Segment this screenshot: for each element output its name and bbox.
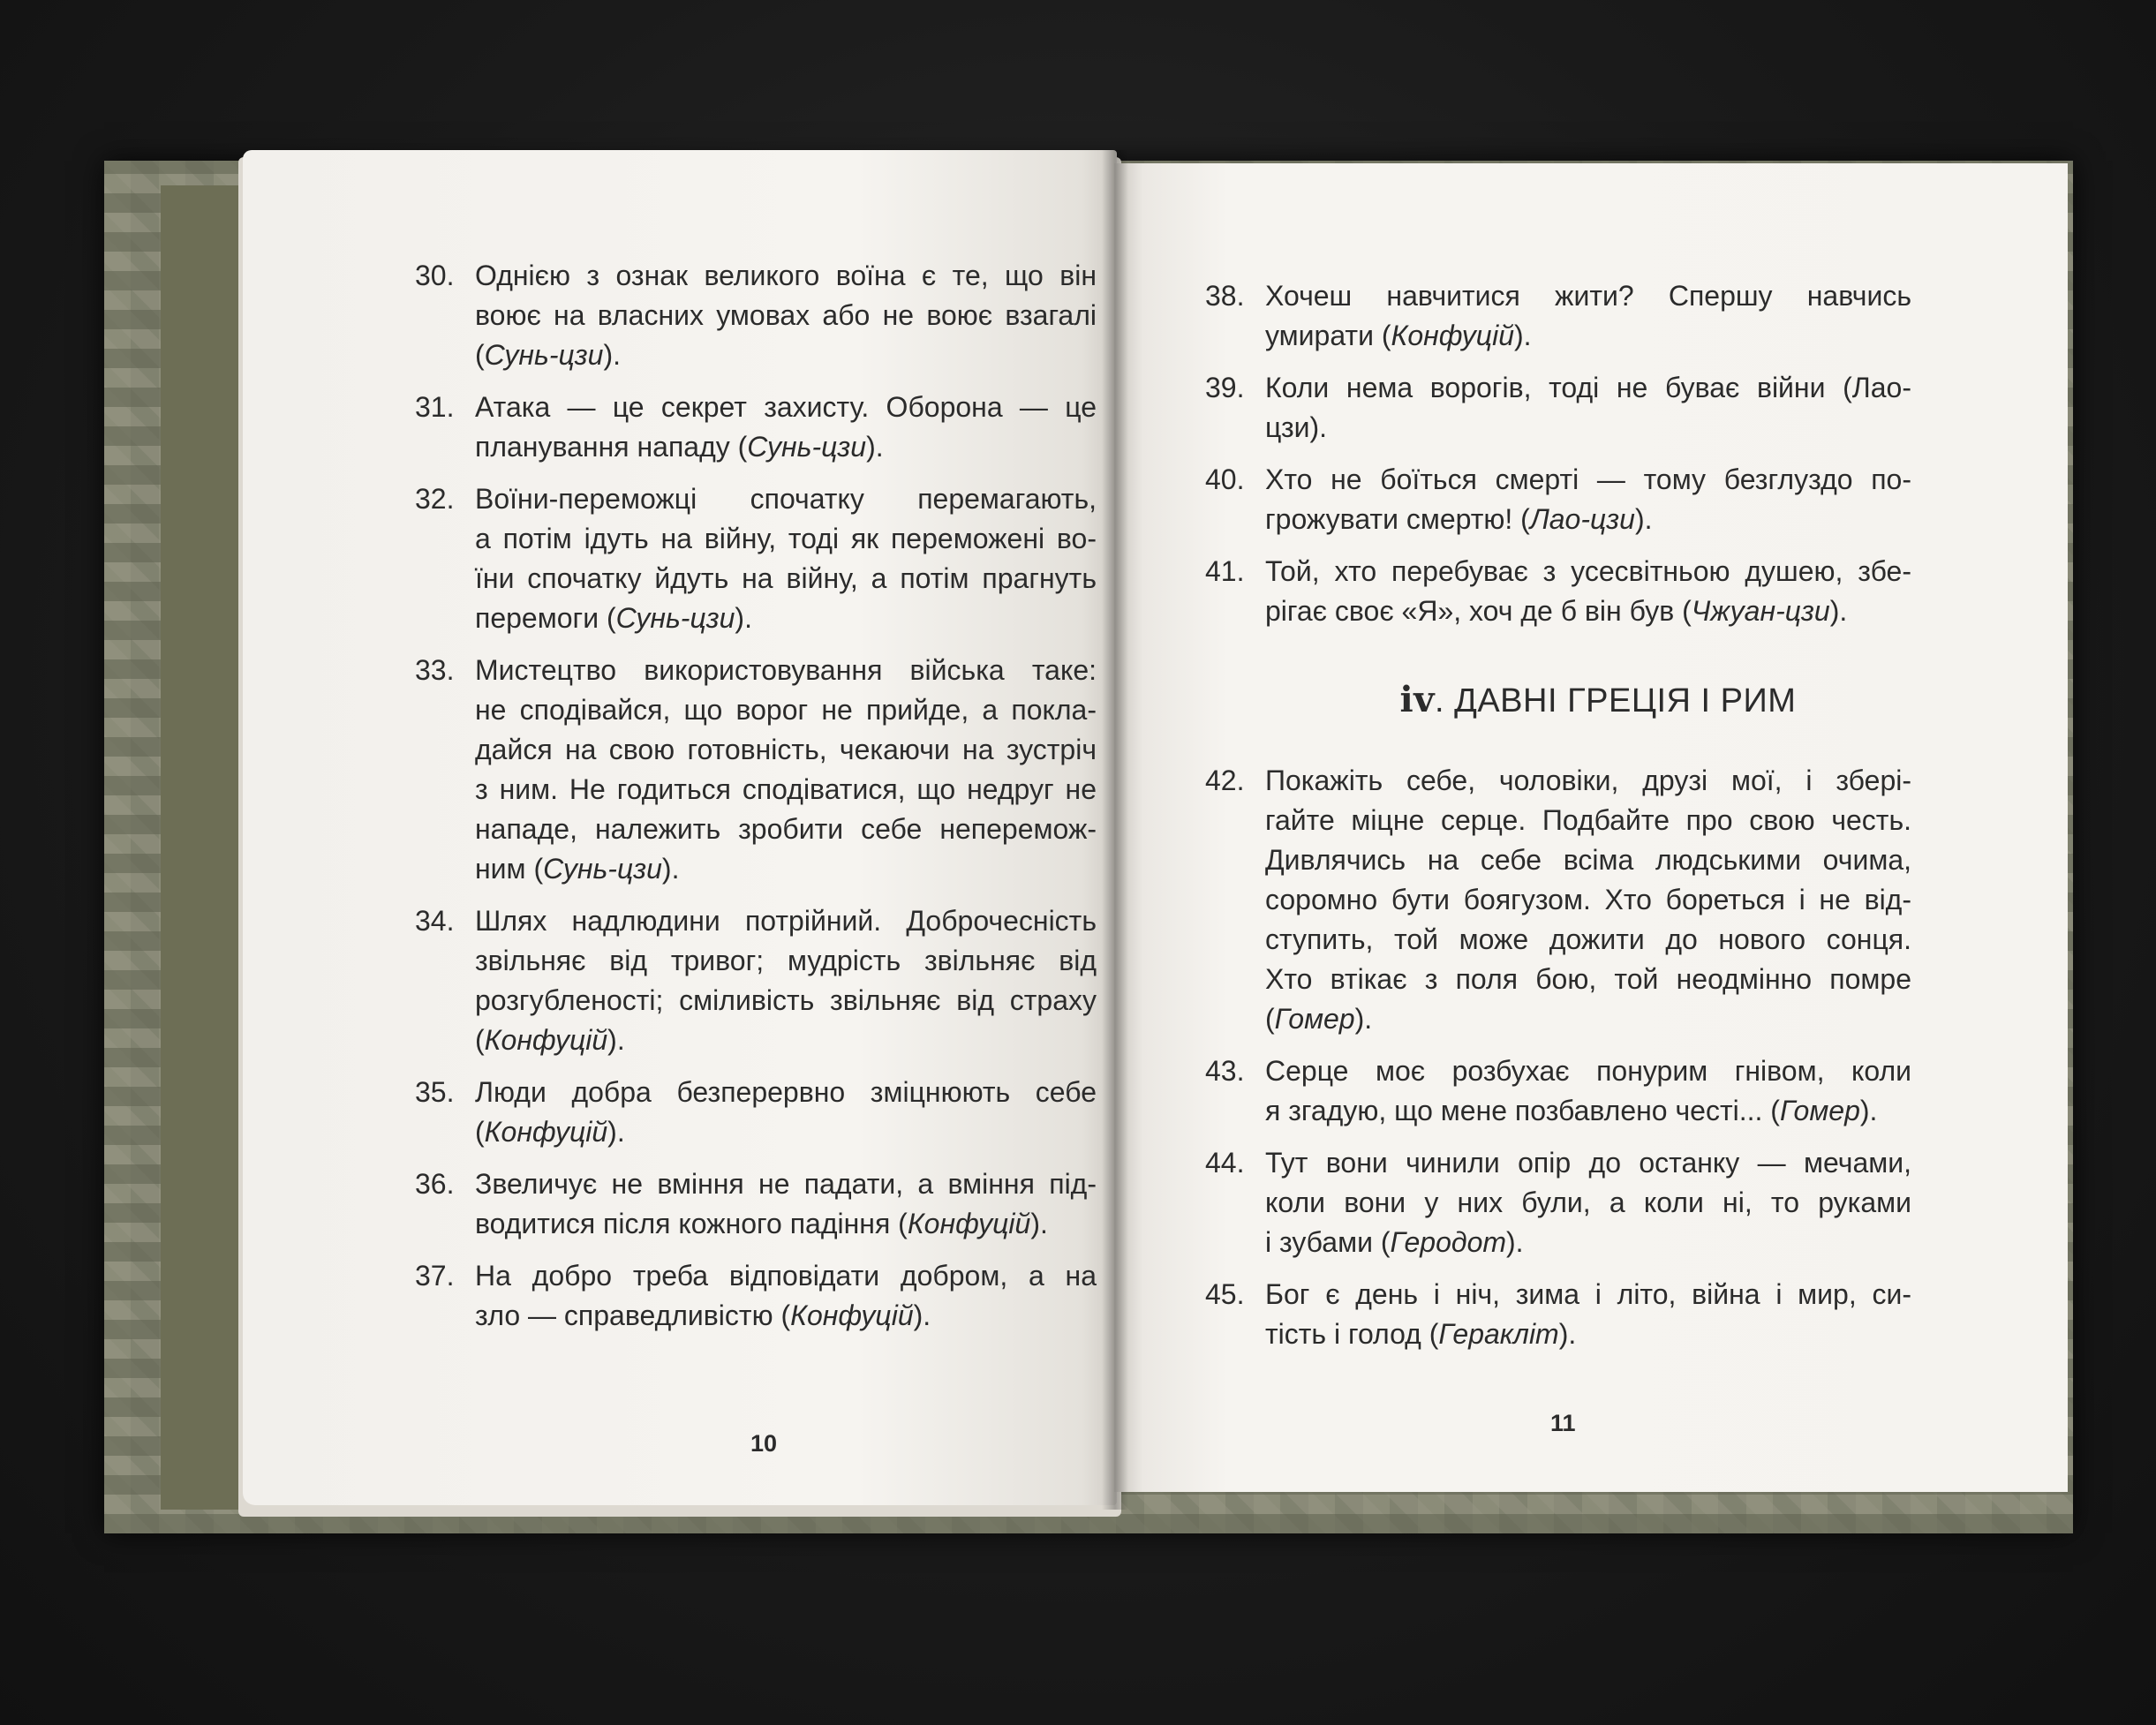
quote-number: 36.	[415, 1168, 455, 1200]
quote-line: ступить, той може дожити до нового сонця.	[1265, 923, 1911, 955]
quote-line: Бог є день і ніч, зима і літо, війна і мир, си-	[1265, 1278, 1911, 1310]
quote-number: 30.	[415, 260, 455, 291]
quote-line: а потім ідуть на війну, тоді як переможені во-	[475, 523, 1097, 554]
quote-item	[415, 256, 1097, 375]
quote-item	[415, 651, 1097, 889]
quote-number: 32.	[415, 483, 455, 515]
quote-line: перемоги (Сунь-цзи).	[475, 602, 752, 634]
quote-item	[415, 388, 1097, 467]
quote-line: коли вони у них були, а коли ні, то руками	[1265, 1186, 1911, 1218]
quote-number: 34.	[415, 905, 455, 937]
section-title: . ДАВНІ ГРЕЦІЯ І РИМ	[1434, 682, 1797, 719]
quote-line: Звеличує не вміння не падати, а вміння під-	[475, 1168, 1097, 1200]
quote-line: (Гомер).	[1265, 1003, 1373, 1035]
quote-item	[415, 1256, 1097, 1336]
quote-line: Шлях надлюдини потрійний. Доброчесність	[475, 905, 1097, 937]
quote-line: Покажіть себе, чоловіки, друзі мої, і збері-	[1265, 765, 1911, 796]
quote-line: соромно бути боягузом. Хто бореться і не від-	[1265, 884, 1911, 915]
quote-line: воює на власних умовах або не воює взагалі	[475, 299, 1097, 331]
quote-number: 41.	[1205, 555, 1245, 587]
quote-line: і зубами (Геродот).	[1265, 1226, 1524, 1258]
quote-line: Коли нема ворогів, тоді не буває війни (Лао-	[1265, 372, 1911, 403]
quote-item	[415, 1164, 1097, 1244]
section-numeral: iv	[1399, 679, 1435, 720]
quote-line: цзи).	[1265, 411, 1328, 443]
quote-item	[1205, 1051, 1911, 1131]
quote-number: 35.	[415, 1076, 455, 1108]
quote-line: Хочеш навчитися жити? Спершу навчись	[1265, 280, 1911, 312]
quote-number: 45.	[1205, 1278, 1245, 1310]
page-number-left: 10	[750, 1430, 778, 1457]
quote-line: Хто втікає з поля бою, той неодмінно помре	[1265, 963, 1911, 995]
quote-line: звільняє від тривог; мудрість звільняє від	[475, 945, 1097, 976]
quote-number: 33.	[415, 654, 455, 686]
right-items-bottom	[1205, 761, 1911, 1354]
quote-number: 43.	[1205, 1055, 1245, 1087]
quote-item	[1205, 1143, 1911, 1262]
quote-line: Серце моє розбухає понурим гнівом, коли	[1265, 1055, 1911, 1087]
quote-line: Той, хто перебуває з усесвітньою душею, збе-	[1265, 555, 1911, 587]
quote-item	[1205, 460, 1911, 539]
quote-line: зло — справедливістю (Конфуцій).	[475, 1299, 931, 1331]
quote-number: 38.	[1205, 280, 1245, 312]
quote-item	[415, 901, 1097, 1060]
left-page-text	[415, 256, 1097, 1348]
quote-item	[1205, 1275, 1911, 1354]
quote-line: не сподівайся, що ворог не прийде, а покла-	[475, 694, 1097, 726]
quote-line: Дивлячись на себе всіма людськими очима,	[1265, 844, 1911, 876]
quote-line: На добро треба відповідати добром, а на	[475, 1260, 1097, 1292]
quote-item	[1205, 761, 1911, 1039]
quote-number: 37.	[415, 1260, 455, 1292]
quote-line: Атака — це секрет захисту. Оборона — це	[475, 391, 1097, 423]
quote-line: я згадую, що мене позбавлено честі... (Гомер).	[1265, 1095, 1878, 1126]
quote-line: грожувати смертю! (Лао-цзи).	[1265, 503, 1653, 535]
quote-number: 39.	[1205, 372, 1245, 403]
quote-line: з ним. Не годиться сподіватися, що недруг не	[475, 773, 1097, 805]
quote-line: рігає своє «Я», хоч де б він був (Чжуан-цзи).	[1265, 595, 1848, 627]
quote-line: нападе, належить зробити себе неперемож-	[475, 813, 1097, 845]
right-items-top	[1205, 276, 1911, 631]
quote-number: 42.	[1205, 765, 1245, 796]
section-heading	[1205, 680, 1911, 721]
quote-line: тість і голод (Геракліт).	[1265, 1318, 1577, 1350]
quote-line: ним (Сунь-цзи).	[475, 853, 680, 885]
quote-line: (Конфуцій).	[475, 1024, 625, 1056]
book-gutter-shadow	[1102, 150, 1128, 1510]
quote-line: дайся на свою готовність, чекаючи на зустріч	[475, 734, 1097, 765]
quote-number: 44.	[1205, 1147, 1245, 1179]
quote-item	[415, 479, 1097, 638]
quote-item	[1205, 276, 1911, 356]
quote-line: (Сунь-цзи).	[475, 339, 622, 371]
quote-line: умирати (Конфуцій).	[1265, 320, 1532, 351]
quote-line: Люди добра безперервно зміцнюють себе	[475, 1076, 1097, 1108]
quote-item	[1205, 368, 1911, 448]
quote-number: 40.	[1205, 463, 1245, 495]
quote-line: Хто не боїться смерті — тому безглуздо по-	[1265, 463, 1911, 495]
quote-line: Тут вони чинили опір до останку — мечами,	[1265, 1147, 1911, 1179]
quote-item	[415, 1073, 1097, 1152]
quote-line: (Конфуцій).	[475, 1116, 625, 1148]
page-number-right: 11	[1550, 1410, 1576, 1436]
quote-line: Воїни-переможці спочатку перемагають,	[475, 483, 1097, 515]
quote-line: гайте міцне серце. Подбайте про свою честь.	[1265, 804, 1911, 836]
quote-line: водитися після кожного падіння (Конфуцій).	[475, 1208, 1048, 1239]
quote-line: Однією з ознак великого воїна є те, що він	[475, 260, 1097, 291]
quote-line: розгубленості; сміливість звільняє від страху	[475, 984, 1097, 1016]
right-page-text	[1205, 276, 1911, 1367]
quote-number: 31.	[415, 391, 455, 423]
quote-item	[1205, 552, 1911, 631]
quote-line: Мистецтво використовування війська таке:	[475, 654, 1097, 686]
quote-line: планування нападу (Сунь-цзи).	[475, 431, 884, 463]
quote-line: їни спочатку йдуть на війну, а потім прагнуть	[475, 562, 1097, 594]
